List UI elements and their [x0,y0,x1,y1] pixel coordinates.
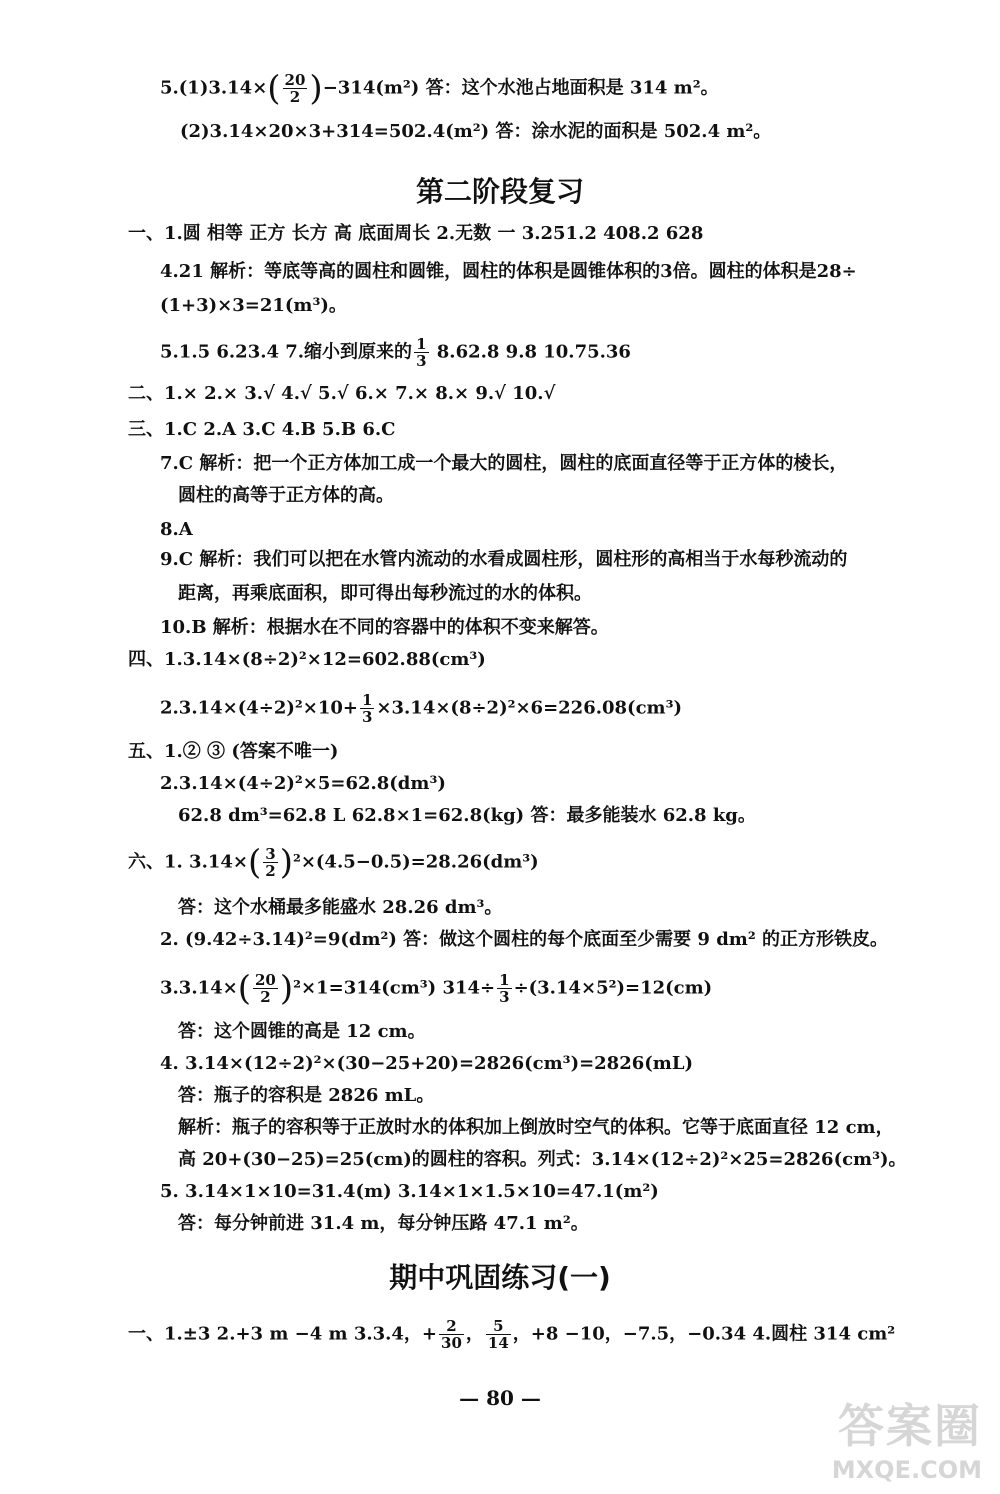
answer-line: (2)3.14×20×3+314=502.4(m²) 答：涂水泥的面积是 502.4 m²。 [180,121,772,142]
answer-line: 4. 3.14×(12÷2)²×(30−25+20)=2826(cm³)=2826(mL) [160,1053,693,1074]
answer-line: 2. (9.42÷3.14)²=9(dm²) 答：做这个圆柱的每个底面至少需要 9 dm² 的正方形铁皮。 [160,929,888,950]
answer-line: 7.C 解析：把一个正方体加工成一个最大的圆柱，圆柱的底面直径等于正方体的棱长， [160,453,848,474]
answer-line: 解析：瓶子的容积等于正放时水的体积加上倒放时空气的体积。它等于底面直径 12 cm， [178,1117,894,1138]
answer-line: 9.C 解析：我们可以把在水管内流动的水看成圆柱形，圆柱形的高相当于水每秒流动的 [160,549,848,570]
section-title: 期中巩固练习(一) [389,1261,611,1294]
fraction: $\frac{20}{2}$ [284,71,306,106]
answer-line: 距离，再乘底面积，即可得出每秒流过的水的体积。 [178,583,592,604]
answer-line: 二、1.× 2.× 3.√ 4.√ 5.√ 6.× 7.× 8.× 9.√ 10.√ [128,383,556,404]
watermark: 答案圈 MXQE.COM [831,1399,982,1484]
fraction: $\frac{20}{2}$ [254,971,276,1006]
fraction: $\frac{2}{30}$ [441,1317,462,1352]
answer-line: (1+3)×3=21(m³)。 [160,295,347,316]
answer-line: 4.21 解析：等底等高的圆柱和圆锥，圆柱的体积是圆锥体积的3倍。圆柱的体积是28÷ [160,261,857,282]
answer-line: 8.A [160,519,193,540]
page-number: — 80 — [459,1386,541,1410]
fraction: $\frac{1}{3}$ [361,691,373,726]
answer-line: 5.1.5 6.23.4 7.缩小到原来的 $\frac{1}{3}$ 8.62.8 9.8 10.75.36 [160,335,631,370]
fraction: $\frac{1}{3}$ [499,971,510,1006]
answer-line: 答：每分钟前进 31.4 m，每分钟压路 47.1 m²。 [178,1213,589,1234]
section-title: 第二阶段复习 [415,175,584,208]
answer-line: 5. 3.14×1×10=31.4(m) 3.14×1×1.5×10=47.1(m²) [160,1181,659,1202]
answer-line: 答：这个水桶最多能盛水 28.26 dm³。 [178,897,503,918]
answer-line: 四、1.3.14×(8÷2)²×12=602.88(cm³) [128,649,486,670]
answer-line: 一、1.±3 2.+3 m −4 m 3.3.4，+ $\frac{2}{30}$ ， $\frac{5}{14}$ ，+8 −10，−7.5，−0.34 4.圆柱 314 cm² [128,1317,896,1352]
answer-line: 五、1.② ③ (答案不唯一) [128,741,339,762]
answer-line: 高 20+(30−25)=25(cm)的圆柱的容积。列式：3.14×(12÷2)²×25=2826(cm³)。 [178,1149,907,1170]
answer-line: 2.3.14×(4÷2)²×5=62.8(dm³) [160,773,446,794]
answer-line: 圆柱的高等于正方体的高。 [178,485,394,506]
answer-line: 答：瓶子的容积是 2826 mL。 [178,1085,435,1106]
answer-line: 5.(1)3.14×( $\frac{20}{2}$ )−314(m²) 答：这个水池占地面积是 314 m²。 [160,68,719,109]
answer-line: 62.8 dm³=62.8 L 62.8×1=62.8(kg) 答：最多能装水 62.8 kg。 [178,805,756,826]
fraction: $\frac{1}{3}$ [416,335,427,370]
answer-line: 2.3.14×(4÷2)²×10+ $\frac{1}{3}$ ×3.14×(8÷2)²×6=226.08(cm³) [160,691,682,726]
answer-line: 六、1. 3.14×( $\frac{3}{2}$ )²×(4.5−0.5)=28.26(dm³) [128,842,539,883]
answer-line: 一、1.圆 相等 正方 长方 高 底面周长 2.无数 一 3.251.2 408.2 628 [128,223,704,244]
fraction: $\frac{3}{2}$ [265,845,276,880]
answer-line: 3.3.14×( $\frac{20}{2}$ )²×1=314(cm³) 314÷ $\frac{1}{3}$ ÷(3.14×5²)=12(cm) [160,968,713,1009]
answer-line: 三、1.C 2.A 3.C 4.B 5.B 6.C [128,419,396,440]
answer-line: 答：这个圆锥的高是 12 cm。 [178,1021,426,1042]
fraction: $\frac{5}{14}$ [487,1317,509,1352]
answer-line: 10.B 解析：根据水在不同的容器中的体积不变来解答。 [160,617,609,638]
